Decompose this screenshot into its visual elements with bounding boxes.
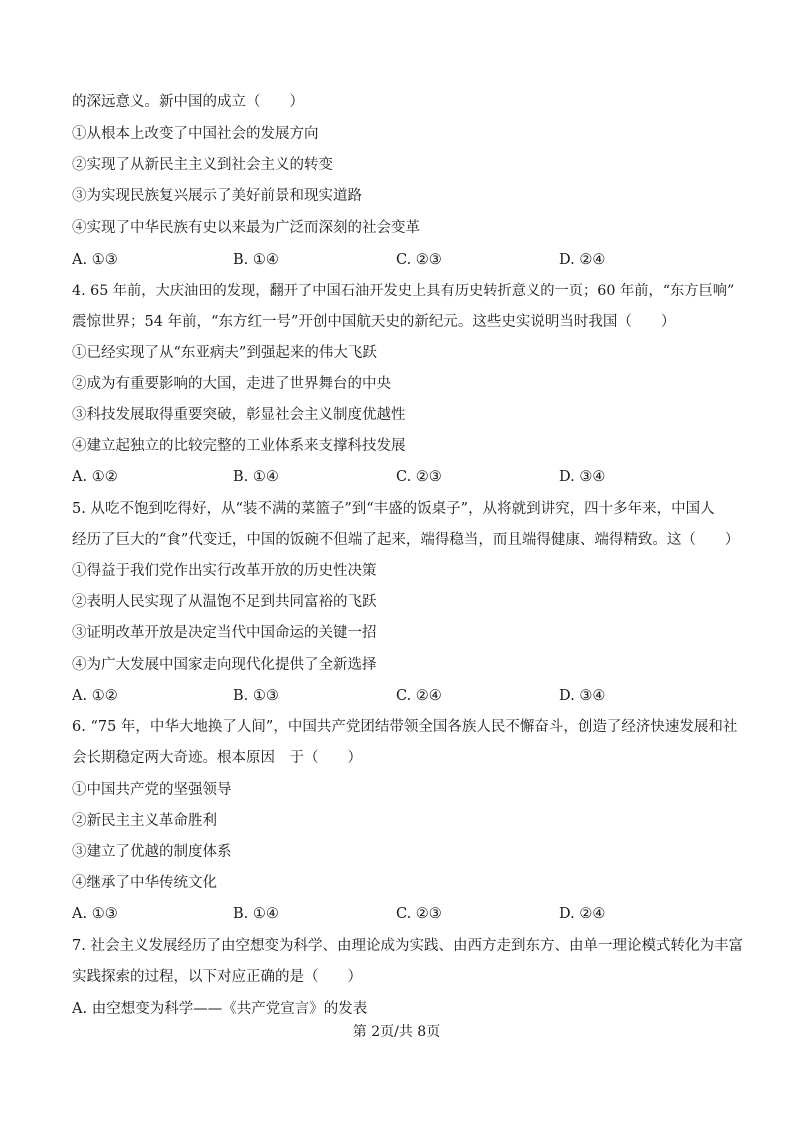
q4-option-a: A. ①② [72, 469, 118, 485]
q3-options [72, 250, 722, 270]
q5-options [72, 686, 722, 706]
q6-option-c: C. ②③ [396, 906, 442, 922]
q5-option-c: C. ②④ [396, 688, 442, 704]
q6-option-d: D. ②④ [559, 906, 606, 922]
q6-statement-1: ①中国共产党的坚强领导 [72, 782, 232, 798]
q4-options [72, 467, 722, 487]
q5-stem-line-1: 5. 从吃不饱到吃得好，从“装不满的菜篮子”到“丰盛的饭桌子”，从将就到讲究，四十多年来，中国人 [72, 501, 715, 517]
q5-statement-4: ④为广大发展中国家走向现代化提供了全新选择 [72, 657, 377, 673]
q5-statement-2: ②表明人民实现了从温饱不足到共同富裕的飞跃 [72, 594, 377, 610]
q4-option-d: D. ③④ [559, 469, 606, 485]
q3-option-b: B. ①④ [233, 252, 279, 268]
q4-option-b: B. ①④ [233, 469, 279, 485]
q5-statement-3: ③证明改革开放是决定当代中国命运的关键一招 [72, 625, 377, 641]
q4-stem-line-1: 4. 65 年前，大庆油田的发现，翻开了中国石油开发史上具有历史转折意义的一页；60 年前，“东方巨响” [72, 283, 735, 299]
q6-stem-line-2: 会长期稳定两大奇迹。根本原因 于（ ） [72, 750, 362, 766]
q3-statement-3: ③为实现民族复兴展示了美好前景和现实道路 [72, 188, 362, 204]
q3-stem-tail: 的深远意义。新中国的成立（ ） [72, 94, 304, 110]
q6-stem-line-1: 6. “75 年，中华大地换了人间”，中国共产党团结带领全国各族人民不懈奋斗，创造了经济快速发展和社 [72, 719, 738, 735]
q6-statement-3: ③建立了优越的制度体系 [72, 844, 232, 860]
q4-statement-2: ②成为有重要影响的大国，走进了世界舞台的中央 [72, 376, 391, 392]
q4-stem-line-2: 震惊世界；54 年前，“东方红一号”开创中国航天史的新纪元。这些史实说明当时我国（ ） [72, 314, 676, 330]
q4-option-c: C. ②③ [396, 469, 442, 485]
q6-statement-2: ②新民主主义革命胜利 [72, 813, 217, 829]
q3-statement-2: ②实现了从新民主主义到社会主义的转变 [72, 157, 333, 173]
q3-option-c: C. ②③ [396, 252, 442, 268]
q5-option-a: A. ①② [72, 688, 118, 704]
q5-option-d: D. ③④ [559, 688, 606, 704]
q5-stem-line-2: 经历了巨大的“食”代变迁，中国的饭碗不但端了起来，端得稳当，而且端得健康、端得精致。这（ ） [72, 532, 740, 548]
q6-option-b: B. ①④ [233, 906, 279, 922]
q6-options [72, 904, 722, 924]
page-number: 第 2页/共 8页 [352, 1024, 441, 1040]
q6-option-a: A. ①③ [72, 906, 118, 922]
q5-option-b: B. ①③ [233, 688, 279, 704]
q3-option-a: A. ①③ [72, 252, 118, 268]
q7-stem-line-2: 实践探索的过程，以下对应正确的是（ ） [72, 969, 362, 985]
q7-option-a: A. 由空想变为科学——《共产党宣言》的发表 [72, 1001, 368, 1017]
q4-statement-4: ④建立起独立的比较完整的工业体系来支撑科技发展 [72, 438, 406, 454]
q4-statement-1: ①已经实现了从“东亚病夫”到强起来的伟大飞跃 [72, 345, 377, 361]
q3-statement-1: ①从根本上改变了中国社会的发展方向 [72, 126, 319, 142]
q5-statement-1: ①得益于我们党作出实行改革开放的历史性决策 [72, 563, 377, 579]
q7-stem-line-1: 7. 社会主义发展经历了由空想变为科学、由理论成为实践、由西方走到东方、由单一理论模式转化为丰富 [72, 938, 743, 954]
q3-option-d: D. ②④ [559, 252, 606, 268]
q4-statement-3: ③科技发展取得重要突破，彰显社会主义制度优越性 [72, 407, 406, 423]
q3-statement-4: ④实现了中华民族有史以来最为广泛而深刻的社会变革 [72, 220, 420, 236]
q6-statement-4: ④继承了中华传统文化 [72, 875, 217, 891]
